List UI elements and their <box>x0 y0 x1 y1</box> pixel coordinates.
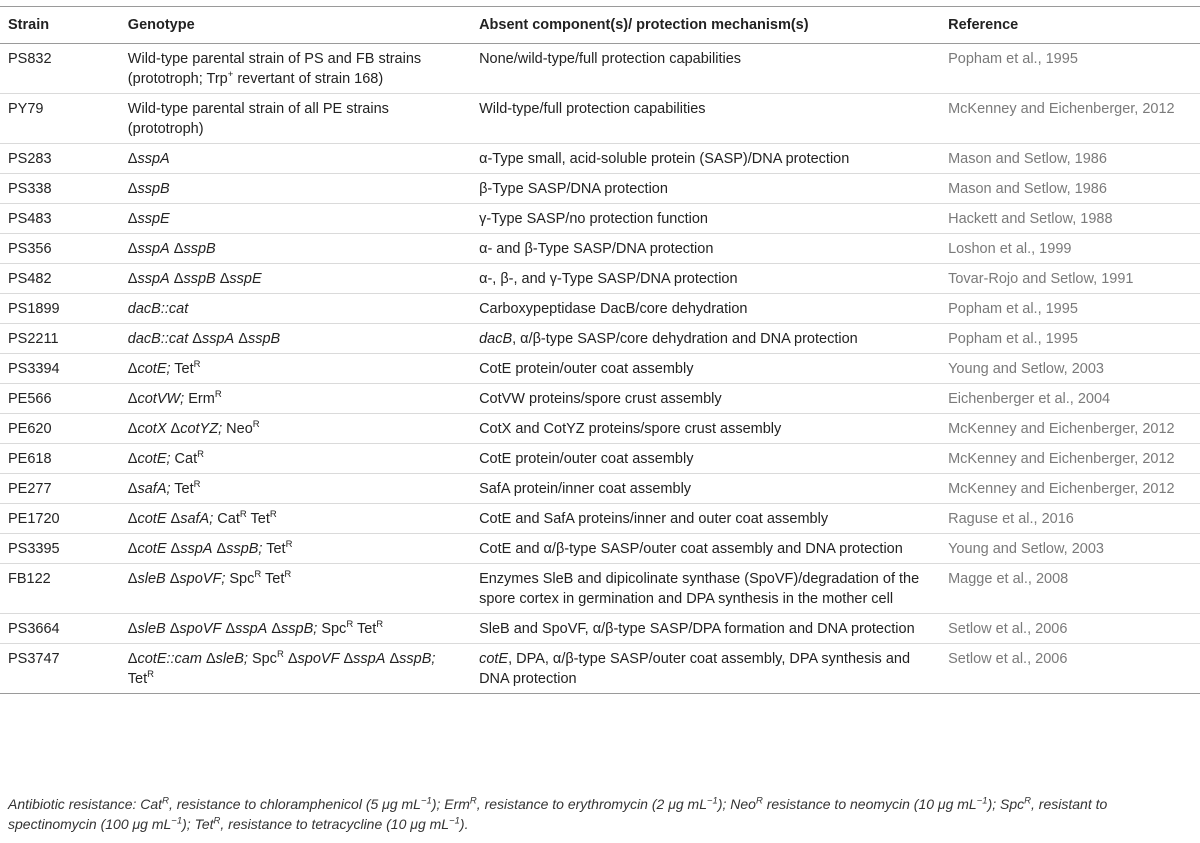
text-run: Δ <box>169 241 184 257</box>
superscript-text: R <box>147 669 155 681</box>
absent-components-cell <box>471 234 940 264</box>
text-run: Δ <box>127 211 138 227</box>
strain-cell: PS3394 <box>0 354 120 384</box>
genotype-cell <box>120 384 471 414</box>
header-genotype: Genotype <box>120 7 471 44</box>
text-run: Cat <box>170 451 198 467</box>
superscript-text: + <box>227 69 234 81</box>
reference-link[interactable]: Popham et al., 1995 <box>940 294 1200 324</box>
strain-cell: PS2211 <box>0 324 120 354</box>
table-row <box>0 264 1200 294</box>
italic-text: safA; <box>180 511 214 527</box>
superscript-text: R <box>276 649 284 661</box>
superscript-text: R <box>197 449 204 461</box>
text-run: SleB and SpoVF, α/β-type SASP/DPA formation and DNA protection <box>479 621 915 637</box>
strain-cell: PS338 <box>0 174 120 204</box>
absent-components-cell <box>471 324 940 354</box>
absent-components-cell <box>471 264 940 294</box>
text-run: ). <box>459 816 469 832</box>
strain-cell: PE277 <box>0 474 120 504</box>
table-row <box>0 414 1200 444</box>
genotype-cell <box>120 324 471 354</box>
text-run: Neo <box>222 421 253 437</box>
strain-cell: PS3664 <box>0 614 120 644</box>
genotype-cell <box>120 504 471 534</box>
text-run: Δ <box>127 651 138 667</box>
header-absent-components: Absent component(s)/ protection mechanism(s) <box>471 7 940 44</box>
reference-link[interactable]: Setlow et al., 2006 <box>940 614 1200 644</box>
strain-cell: PS482 <box>0 264 120 294</box>
text-run: Antibiotic resistance: Cat <box>8 796 163 812</box>
text-run: , resistant to spectinomycin (100 μg mL <box>8 796 1108 832</box>
italic-text: cotE <box>479 651 509 667</box>
reference-link[interactable]: Young and Setlow, 2003 <box>940 354 1200 384</box>
superscript-text: R <box>213 815 221 827</box>
table-row <box>0 324 1200 354</box>
text-run: SafA protein/inner coat assembly <box>479 481 692 497</box>
reference-link[interactable]: Young and Setlow, 2003 <box>940 534 1200 564</box>
text-run: revertant of strain 168) <box>233 71 384 87</box>
reference-link[interactable]: McKenney and Eichenberger, 2012 <box>940 444 1200 474</box>
text-run: resistance to neomycin (10 μg mL <box>762 796 977 812</box>
genotype-cell <box>120 414 471 444</box>
absent-components-cell <box>471 474 940 504</box>
superscript-text: R <box>346 619 354 631</box>
italic-text: sspA <box>235 621 268 637</box>
italic-text: cotX <box>137 421 167 437</box>
text-run: β-Type SASP/DNA protection <box>479 181 668 197</box>
text-run: Δ <box>212 541 227 557</box>
genotype-cell <box>120 564 471 614</box>
strain-cell: PE566 <box>0 384 120 414</box>
strain-cell: PE620 <box>0 414 120 444</box>
text-run: Δ <box>169 271 184 287</box>
italic-text: sspA <box>201 331 235 347</box>
italic-text: sspA <box>137 151 170 167</box>
genotype-cell <box>120 534 471 564</box>
table-row <box>0 234 1200 264</box>
genotype-cell <box>120 234 471 264</box>
table-row <box>0 614 1200 644</box>
superscript-text: R <box>252 419 260 431</box>
superscript-text: R <box>254 569 262 581</box>
absent-components-cell <box>471 354 940 384</box>
superscript-text: R <box>193 359 201 371</box>
genotype-cell <box>120 174 471 204</box>
genotype-cell <box>120 264 471 294</box>
reference-link[interactable]: McKenney and Eichenberger, 2012 <box>940 94 1200 144</box>
reference-link[interactable]: Hackett and Setlow, 1988 <box>940 204 1200 234</box>
table-row <box>0 564 1200 614</box>
text-run: , resistance to chloramphenicol (5 μg mL <box>168 796 421 812</box>
absent-components-cell <box>471 614 940 644</box>
reference-link[interactable]: Mason and Setlow, 1986 <box>940 174 1200 204</box>
absent-components-cell <box>471 444 940 474</box>
italic-text: cotE <box>137 541 167 557</box>
reference-link[interactable]: McKenney and Eichenberger, 2012 <box>940 414 1200 444</box>
genotype-cell <box>120 444 471 474</box>
absent-components-cell <box>471 414 940 444</box>
text-run: , DPA, α/β-type SASP/outer coat assembly, DPA synthesis and DNA protection <box>479 651 911 687</box>
genotype-cell <box>120 144 471 174</box>
italic-text: cotE; <box>137 361 171 377</box>
text-run: Δ <box>201 651 216 667</box>
table-row <box>0 504 1200 534</box>
strain-cell: PS1899 <box>0 294 120 324</box>
text-run: Δ <box>165 571 180 587</box>
absent-components-cell <box>471 534 940 564</box>
italic-text: cotYZ; <box>180 421 223 437</box>
text-run: α-Type small, acid-soluble protein (SASP)/DNA protection <box>479 151 850 167</box>
text-run: Wild-type/full protection capabilities <box>479 101 706 117</box>
text-run: Δ <box>127 271 138 287</box>
text-run: Tet <box>127 671 148 687</box>
strain-cell: PE1720 <box>0 504 120 534</box>
text-run: Δ <box>283 651 298 667</box>
italic-text: spoVF; <box>179 571 226 587</box>
text-run: Δ <box>127 391 138 407</box>
table-row <box>0 474 1200 504</box>
text-run: Δ <box>267 621 282 637</box>
reference-link[interactable]: Raguse et al., 2016 <box>940 504 1200 534</box>
text-run: Tet <box>261 571 285 587</box>
text-run: Δ <box>127 181 138 197</box>
table-row <box>0 294 1200 324</box>
italic-text: sspB <box>183 241 216 257</box>
text-run: , α/β-type SASP/core dehydration and DNA protection <box>512 331 858 347</box>
text-run: Δ <box>127 361 138 377</box>
absent-components-cell <box>471 564 940 614</box>
text-run: CotVW proteins/spore crust assembly <box>479 391 722 407</box>
text-run: Wild-type parental strain of PS and FB strains (prototroph; Trp <box>127 51 422 87</box>
italic-text: sspB; <box>399 651 436 667</box>
text-run: ); Erm <box>431 796 470 812</box>
italic-text: sleB <box>137 621 166 637</box>
text-run: , resistance to tetracycline (10 μg mL <box>220 816 450 832</box>
table-row <box>0 384 1200 414</box>
text-run: Δ <box>127 451 138 467</box>
header-reference: Reference <box>940 7 1200 44</box>
text-run: CotX and CotYZ proteins/spore crust assembly <box>479 421 782 437</box>
text-run: Wild-type parental strain of all PE strains (prototroph) <box>127 101 389 137</box>
strain-cell: PS3395 <box>0 534 120 564</box>
text-run: Δ <box>127 421 138 437</box>
superscript-text: R <box>193 479 201 491</box>
text-run: α- and β-Type SASP/DNA protection <box>479 241 714 257</box>
text-run: Spc <box>317 621 347 637</box>
text-run: Δ <box>188 331 202 347</box>
superscript-text: R <box>469 795 477 807</box>
table-row <box>0 534 1200 564</box>
italic-text: sspB; <box>281 621 318 637</box>
text-run: Δ <box>127 511 138 527</box>
italic-text: dacB <box>479 331 513 347</box>
table-body <box>0 44 1200 694</box>
text-run: Spc <box>225 571 255 587</box>
text-run: Δ <box>127 541 138 557</box>
reference-link[interactable]: Mason and Setlow, 1986 <box>940 144 1200 174</box>
header-row <box>0 7 1200 44</box>
text-run: Δ <box>166 541 181 557</box>
genotype-cell <box>120 354 471 384</box>
italic-text: sspB <box>183 271 216 287</box>
italic-text: sleB; <box>215 651 248 667</box>
text-run: Δ <box>127 241 138 257</box>
italic-text: cotE <box>137 511 167 527</box>
genotype-cell <box>120 204 471 234</box>
text-run: Δ <box>127 621 138 637</box>
text-run: Tet <box>170 361 194 377</box>
text-run: Tet <box>246 511 270 527</box>
superscript-text: R <box>239 509 247 521</box>
text-run: Δ <box>127 481 138 497</box>
italic-text: cotE::cam <box>137 651 202 667</box>
superscript-text: −1 <box>707 795 718 807</box>
strains-table <box>0 6 1200 694</box>
text-run: Enzymes SleB and dipicolinate synthase (SpoVF)/degradation of the spore cortex in germination and DPA synthesis in the mother cell <box>479 571 920 607</box>
text-run: ); Tet <box>182 816 214 832</box>
text-run: None/wild-type/full protection capabilities <box>479 51 742 67</box>
strain-cell: PS832 <box>0 44 120 94</box>
italic-text: sleB <box>137 571 166 587</box>
strain-cell: FB122 <box>0 564 120 614</box>
text-run: Δ <box>166 421 181 437</box>
text-run: , resistance to erythromycin (2 μg mL <box>476 796 707 812</box>
absent-components-cell <box>471 204 940 234</box>
superscript-text: −1 <box>171 815 183 827</box>
strain-cell: PS3747 <box>0 644 120 694</box>
text-run: Tet <box>353 621 377 637</box>
text-run: Carboxypeptidase DacB/core dehydration <box>479 301 748 317</box>
italic-text: sspE <box>229 271 262 287</box>
table-row <box>0 354 1200 384</box>
italic-text: sspB <box>137 181 170 197</box>
text-run: Erm <box>184 391 215 407</box>
reference-link[interactable]: Popham et al., 1995 <box>940 324 1200 354</box>
absent-components-cell <box>471 504 940 534</box>
italic-text: dacB::cat <box>127 301 189 317</box>
table-row <box>0 174 1200 204</box>
italic-text: sspA <box>353 651 386 667</box>
superscript-text: R <box>269 509 277 521</box>
table-row <box>0 44 1200 94</box>
absent-components-cell <box>471 94 940 144</box>
reference-link[interactable]: Eichenberger et al., 2004 <box>940 384 1200 414</box>
text-run: α-, β-, and γ-Type SASP/DNA protection <box>479 271 738 287</box>
strain-cell: PS483 <box>0 204 120 234</box>
absent-components-cell <box>471 44 940 94</box>
italic-text: sspB <box>247 331 281 347</box>
table-row <box>0 644 1200 694</box>
text-run: γ-Type SASP/no protection function <box>479 211 708 227</box>
text-run: Δ <box>385 651 400 667</box>
genotype-cell <box>120 94 471 144</box>
superscript-text: R <box>285 539 293 551</box>
table-row <box>0 94 1200 144</box>
text-run: Δ <box>339 651 354 667</box>
absent-components-cell <box>471 144 940 174</box>
absent-components-cell <box>471 644 940 694</box>
text-run: Tet <box>170 481 194 497</box>
text-run: Δ <box>165 621 180 637</box>
text-run: Δ <box>234 331 248 347</box>
italic-text: cotVW; <box>137 391 185 407</box>
superscript-text: −1 <box>449 815 460 827</box>
strain-cell: PY79 <box>0 94 120 144</box>
genotype-cell <box>120 294 471 324</box>
superscript-text: R <box>1024 795 1032 807</box>
italic-text: sspE <box>137 211 170 227</box>
superscript-text: −1 <box>976 795 988 807</box>
reference-link[interactable]: Loshon et al., 1999 <box>940 234 1200 264</box>
italic-text: spoVF <box>179 621 222 637</box>
text-run: Δ <box>127 571 138 587</box>
text-run: Tet <box>262 541 286 557</box>
italic-text: cotE; <box>137 451 171 467</box>
italic-text: sspA <box>180 541 213 557</box>
table-footnote <box>8 794 1194 834</box>
text-run: Δ <box>166 511 181 527</box>
absent-components-cell <box>471 384 940 414</box>
superscript-text: R <box>284 569 292 581</box>
superscript-text: −1 <box>420 795 432 807</box>
text-run: Δ <box>221 621 236 637</box>
superscript-text: R <box>162 795 169 807</box>
reference-link[interactable]: McKenney and Eichenberger, 2012 <box>940 474 1200 504</box>
text-run: ); Neo <box>717 796 756 812</box>
absent-components-cell <box>471 294 940 324</box>
italic-text: sspA <box>137 241 170 257</box>
absent-components-cell <box>471 174 940 204</box>
genotype-cell <box>120 474 471 504</box>
text-run: CotE and α/β-type SASP/outer coat assembly and DNA protection <box>479 541 903 557</box>
text-run: Δ <box>127 151 138 167</box>
strain-cell: PS283 <box>0 144 120 174</box>
table-row <box>0 204 1200 234</box>
genotype-cell <box>120 644 471 694</box>
italic-text: sspA <box>137 271 170 287</box>
italic-text: safA; <box>137 481 171 497</box>
strain-cell: PE618 <box>0 444 120 474</box>
superscript-text: R <box>376 619 384 631</box>
text-run: CotE protein/outer coat assembly <box>479 451 694 467</box>
header-strain: Strain <box>0 7 120 44</box>
table-row <box>0 444 1200 474</box>
reference-link[interactable]: Magge et al., 2008 <box>940 564 1200 614</box>
strain-cell: PS356 <box>0 234 120 264</box>
text-run: Cat <box>213 511 240 527</box>
italic-text: spoVF <box>297 651 340 667</box>
italic-text: sspB; <box>226 541 263 557</box>
text-run: ); Spc <box>987 796 1025 812</box>
genotype-cell <box>120 614 471 644</box>
reference-link[interactable]: Setlow et al., 2006 <box>940 644 1200 694</box>
text-run: CotE protein/outer coat assembly <box>479 361 694 377</box>
table-row <box>0 144 1200 174</box>
reference-link[interactable]: Tovar-Rojo and Setlow, 1991 <box>940 264 1200 294</box>
reference-link[interactable]: Popham et al., 1995 <box>940 44 1200 94</box>
text-run: CotE and SafA proteins/inner and outer coat assembly <box>479 511 829 527</box>
italic-text: dacB::cat <box>127 331 189 347</box>
text-run: Δ <box>215 271 230 287</box>
genotype-cell <box>120 44 471 94</box>
superscript-text: R <box>214 389 222 401</box>
superscript-text: R <box>755 795 763 807</box>
text-run: Spc <box>247 651 277 667</box>
